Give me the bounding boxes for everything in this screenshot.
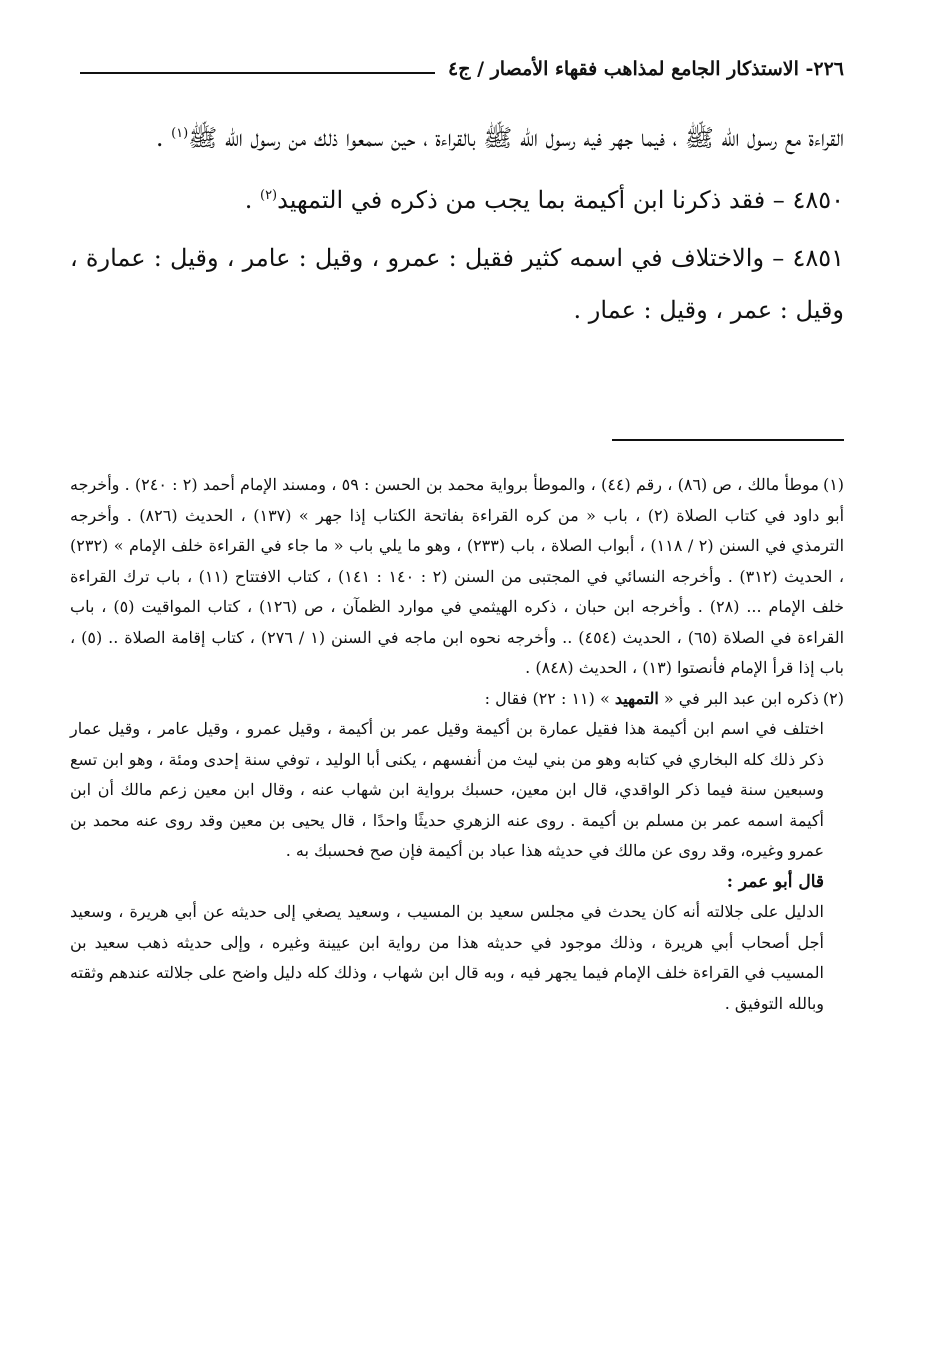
- main-text: [70, 112, 844, 342]
- footnotes: [70, 470, 844, 1019]
- continuation-paragraph: [70, 112, 844, 164]
- footnote-2-conclusion: الدليل على جلالته أنه كان يحدث في مجلس سعيد بن المسيب ، وسعيد يصغي إلى حديثه عن أبي هريرة ، وسعيد أجل أصحاب أبي هريرة ، وذلك موجود في حديثه هذا من رواية ابن عيينة وغيره ، وإلى حديثه ذهب سعيد بن المسيب في القراءة خلف الإمام فيما يجهر فيه ، وبه قال ابن شهاب ، وذلك كله دليل واضح على جلالته عندهم وثقته وبالله التوفيق .: [70, 902, 825, 1013]
- continuation-end: .: [155, 124, 172, 152]
- paragraph-4850: [70, 174, 844, 226]
- running-head: ٢٢٦- الاستذكار الجامع لمذاهب فقهاء الأمصار / ج٤: [447, 58, 844, 80]
- footnote-1: [70, 470, 844, 684]
- paragraph-4850-end: .: [244, 186, 260, 214]
- footnote-ref-2: (٢): [259, 188, 278, 203]
- footnote-rule: [612, 439, 844, 441]
- footnote-2: [70, 684, 844, 715]
- footnote-2-book-title: التمهيد: [614, 688, 659, 708]
- footnote-ref-1: (١): [171, 126, 189, 141]
- footnote-2-intro-end: » (١١ : ٢٢) فقال :: [484, 688, 615, 708]
- header-rule: [80, 72, 435, 74]
- footnote-2-heading: قال أبو عمر :: [726, 871, 824, 892]
- footnote-2-intro: ذكره ابن عبد البر في «: [658, 688, 819, 708]
- continuation-text: القراءة مع رسول الله ﷺ ، فيما جهر فيه رسول الله ﷺ بالقراءة ، حين سمعوا ذلك من رسول الله ﷺ: [188, 124, 844, 152]
- footnote-1-text: موطأ مالك ، ص (٨٦) ، رقم (٤٤) ، والموطأ برواية محمد بن الحسن : ٥٩ ، ومسند الإمام أحمد (٢ : ٢٤٠) . وأخرجه أبو داود في كتاب الصلاة (٢) ، باب « من كره القراءة بفاتحة الكتاب إذا جهر » (١٣٧) ، الحديث (٨٢٦) . وأخرجه الترمذي في السنن (٢ / ١١٨) ، أبواب الصلاة ، باب (٢٣٣) ، وهو ما يلي باب « ما جاء في القراءة خلف الإمام » (٢٣٢) ، الحديث (٣١٢) . وأخرجه النسائي في المجتبى من السنن (٢ : ١٤٠ : ١٤١) ، كتاب الافتتاح (١١) ، باب ترك القراءة خلف الإمام ... (٢٨) . وأخرجه ابن حبان ، ذكره الهيثمي في موارد الظمآن ، ص (١٢٦) ، كتاب المواقيت (٥) ، باب القراءة في الصلاة (٦٥) ، الحديث (٤٥٤) .. وأخرجه نحوه ابن ماجه في السنن (١ / ٢٧٦) ، كتاب إقامة الصلاة .. (٥) ، باب إذا قرأ الإمام فأنصتوا (١٣) ، الحديث (٨٤٨) .: [70, 475, 845, 677]
- footnote-2-quote: اختلف في اسم ابن أكيمة هذا فقيل عمارة بن أكيمة وقيل عمر بن أكيمة ، وقيل عمرو ، وقيل عامر ، وقيل عمار ذكر ذلك كله البخاري في كتابه وهو من بني ليث من أنفسهم ، يكنى أبا الوليد ، توفي سنة إحدى ومئة ، وهو ابن تسع وسبعين سنة فيما ذكر الواقدي، قال ابن معين، حسبك برواية ابن شهاب عنه ، وقال ابن معين زعم مالك أن ابن أكيمة اسمه عمر بن مسلم بن أكيمة . روى عنه الزهري حديثًا واحدًا ، قال يحيى بن معين وقد روى عنه محمد بن عمرو وغيره، وقد روى عن مالك في حديثه هذا عباد بن أكيمة فإن صح فحسبك به .: [70, 719, 825, 860]
- footnote-1-number: (١): [822, 475, 845, 494]
- paragraph-4851: ٤٨٥١ – والاختلاف في اسمه كثير فقيل : عمرو ، وقيل : عامر ، وقيل : عمارة ، وقيل : عمر ، وقيل : عمار .: [70, 244, 844, 324]
- footnote-2-number: (٢): [822, 688, 844, 708]
- paragraph-4850-text: ٤٨٥٠ – فقد ذكرنا ابن أكيمة بما يجب من ذكره في التمهيد: [277, 186, 844, 214]
